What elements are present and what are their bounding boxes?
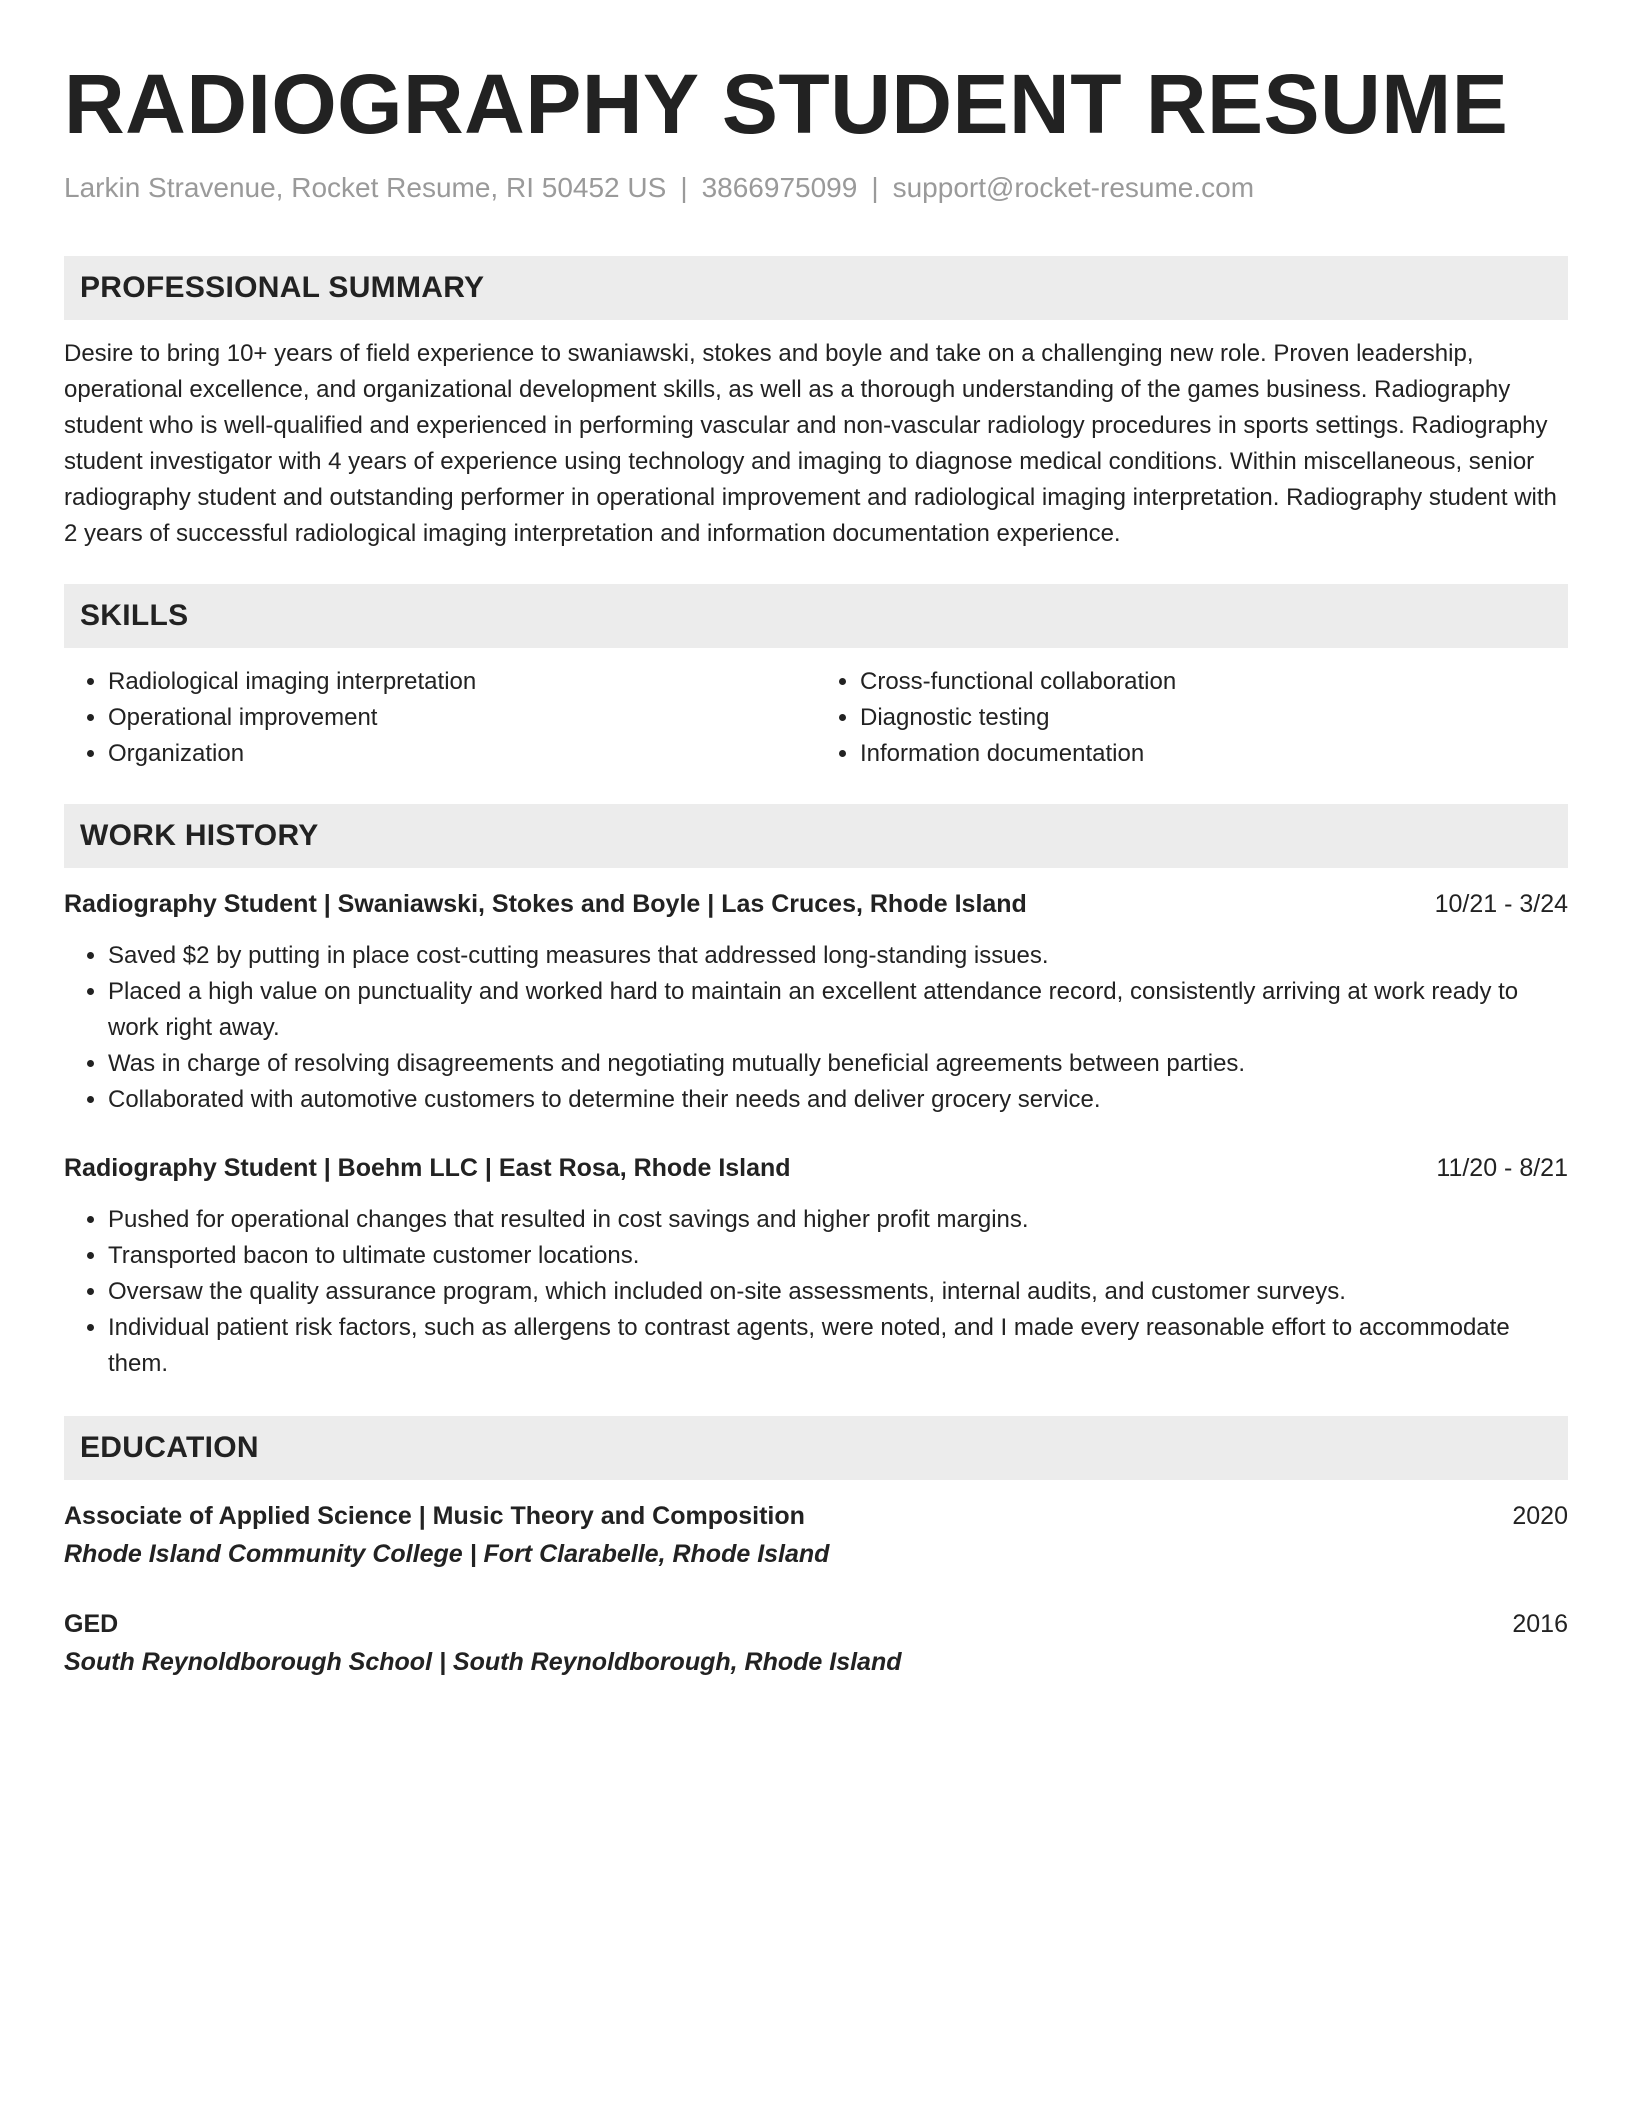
education-year: 2020 (1512, 1502, 1568, 1530)
skill-item: • Organization (108, 736, 816, 772)
skill-item: • Radiological imaging interpretation (108, 664, 816, 700)
skill-item: • Cross-functional collaboration (860, 664, 1568, 700)
summary-heading: PROFESSIONAL SUMMARY (64, 256, 1568, 320)
job-bullet: • Placed a high value on punctuality and worked hard to maintain an excellent attendance record, consistently arriving at work ready to work right away. (108, 974, 1568, 1046)
job-bullet: • Oversaw the quality assurance program, which included on-site assessments, internal audits, and customer surveys. (108, 1274, 1568, 1310)
job-bullet: • Individual patient risk factors, such as allergens to contrast agents, were noted, and I made every reasonable effort to accommodate them. (108, 1310, 1568, 1382)
job-bullet: • Transported bacon to ultimate customer locations. (108, 1238, 1568, 1274)
degree-title: GED (64, 1610, 119, 1638)
skills-column-right (816, 664, 1568, 772)
job-bullet: • Was in charge of resolving disagreements and negotiating mutually beneficial agreements between parties. (108, 1046, 1568, 1082)
address-text: Larkin Stravenue, Rocket Resume, RI 50452 US (64, 172, 667, 203)
skills-list (64, 664, 1568, 772)
contact-separator: | (680, 172, 688, 203)
job-dates: 10/21 - 3/24 (1434, 890, 1568, 918)
skills-column-left (64, 664, 816, 772)
email-text: support@rocket-resume.com (892, 172, 1255, 203)
job-dates: 11/20 - 8/21 (1436, 1154, 1568, 1182)
contact-line (64, 170, 1568, 206)
summary-paragraph: Desire to bring 10+ years of field experience to swaniawski, stokes and boyle and take on a challenging new role. Proven leadership, operational excellence, and organizational development skills, as well as a thorough understanding of the games business. Radiography student who is well-qualified and experienced in performing vascular and non-vascular radiology procedures in sports settings. Radiography student investigator with 4 years of experience using technology and imaging to diagnose medical conditions. Within miscellaneous, senior radiography student and outstanding performer in operational improvement and radiological imaging interpretation. Radiography student with 2 years of successful radiological imaging interpretation and information documentation experience. (64, 340, 1557, 547)
school-name: South Reynoldborough School | South Reynoldborough, Rhode Island (64, 1648, 902, 1676)
education-heading: EDUCATION (64, 1416, 1568, 1480)
job-bullet: • Pushed for operational changes that resulted in cost savings and higher profit margins. (108, 1202, 1568, 1238)
education-entry (64, 1606, 1568, 1682)
skill-item: • Diagnostic testing (860, 700, 1568, 736)
education-header (64, 1498, 1568, 1534)
job-entry (64, 1150, 1568, 1382)
job-header (64, 1150, 1568, 1186)
contact-separator: | (871, 172, 879, 203)
job-title: Radiography Student | Boehm LLC | East Rosa, Rhode Island (64, 1154, 791, 1182)
degree-title: Associate of Applied Science | Music Theory and Composition (64, 1502, 805, 1530)
job-header (64, 886, 1568, 922)
job-bullets (64, 938, 1568, 1118)
education-entry (64, 1498, 1568, 1574)
job-bullets (64, 1202, 1568, 1382)
skill-item: • Operational improvement (108, 700, 816, 736)
resume-title: RADIOGRAPHY STUDENT RESUME (64, 57, 1509, 151)
education-header (64, 1606, 1568, 1642)
phone-text: 3866975099 (701, 172, 858, 203)
skills-heading: SKILLS (64, 584, 1568, 648)
skill-item: • Information documentation (860, 736, 1568, 772)
education-year: 2016 (1512, 1610, 1568, 1638)
job-entry (64, 886, 1568, 1118)
job-bullet: • Saved $2 by putting in place cost-cutting measures that addressed long-standing issues. (108, 938, 1568, 974)
school-name: Rhode Island Community College | Fort Clarabelle, Rhode Island (64, 1540, 830, 1568)
work-history-heading: WORK HISTORY (64, 804, 1568, 868)
job-title: Radiography Student | Swaniawski, Stokes and Boyle | Las Cruces, Rhode Island (64, 890, 1027, 918)
job-bullet: • Collaborated with automotive customers to determine their needs and deliver grocery service. (108, 1082, 1568, 1118)
